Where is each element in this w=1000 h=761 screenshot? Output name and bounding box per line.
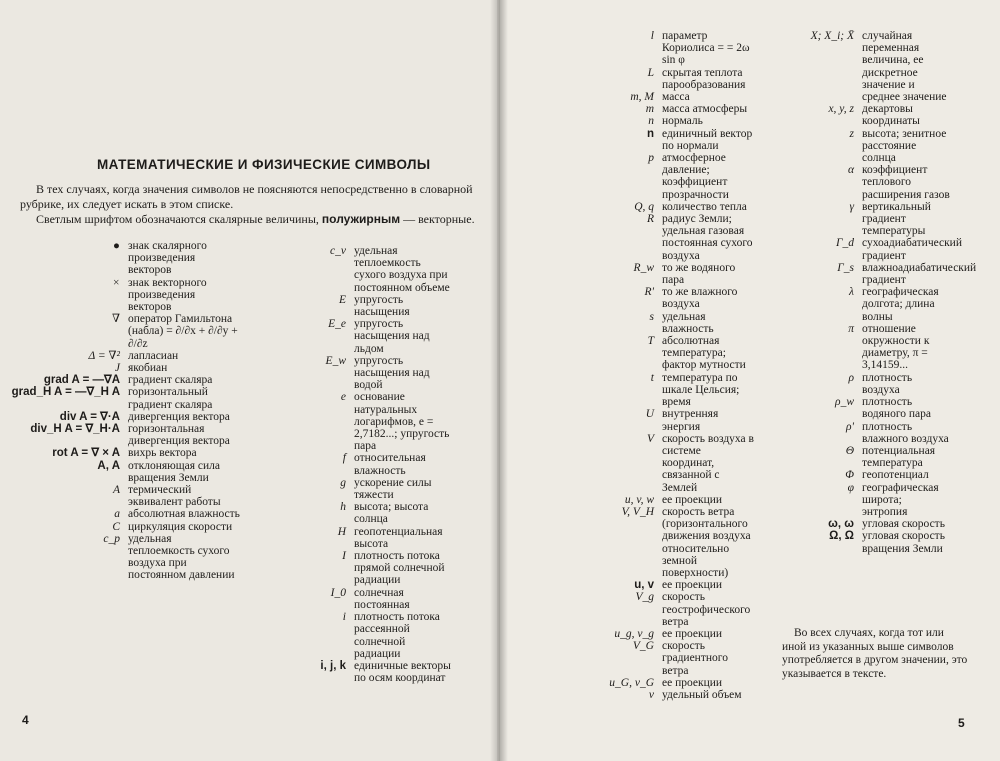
symbol: l	[650, 30, 654, 42]
symbol-entry	[780, 164, 950, 201]
symbol-entry	[500, 640, 754, 677]
symbol-description: упругость насыщения над льдом	[354, 318, 430, 355]
symbol-entry	[270, 587, 454, 611]
symbol: g	[340, 476, 346, 489]
symbol: J	[114, 362, 120, 375]
symbol: A	[112, 484, 120, 497]
symbol-description: удельная теплоемкость сухого воздуха при постоянном давлении	[128, 532, 235, 582]
symbol: e	[340, 391, 346, 404]
symbol-description: то же влажного воздуха	[662, 286, 738, 311]
book-gutter	[490, 0, 508, 761]
symbol-description: абсолютная температура; фактор мутности	[662, 335, 746, 372]
symbol: U	[645, 408, 654, 421]
symbol: u_g, v_g	[614, 627, 654, 640]
symbol-description: атмосферное давление; коэффициент прозрачности	[662, 152, 729, 201]
symbol-entry	[500, 262, 754, 286]
symbol-description: ее проекции	[662, 676, 723, 689]
symbol-description: скорость воздуха в системе координат, связанной с Землей	[662, 432, 754, 494]
symbol-entry	[500, 677, 754, 689]
symbol: π	[848, 322, 854, 335]
symbol: R_w	[633, 261, 654, 274]
symbol-entry	[780, 261, 977, 287]
symbol-description: плотность влажного воздуха	[862, 420, 949, 445]
symbol: C	[112, 520, 120, 533]
symbol-entry	[270, 318, 454, 355]
symbol-entry	[270, 526, 454, 550]
symbol-description: удельная влажность	[662, 310, 714, 335]
symbol-entry	[500, 335, 754, 372]
symbol-entry	[500, 128, 754, 152]
symbol-description: угловая скорость	[862, 518, 945, 531]
intro-text	[20, 182, 480, 227]
symbol-entry	[270, 611, 454, 660]
symbol-entry	[0, 521, 240, 533]
symbol: V_g	[635, 591, 654, 604]
symbol-description: геопотенциальная высота	[354, 525, 443, 550]
symbol-entry	[780, 103, 950, 127]
symbol: A, A	[97, 459, 120, 472]
symbol-entry	[780, 530, 950, 554]
symbol-entry	[0, 374, 240, 386]
symbol: v	[648, 688, 654, 701]
symbol-description: упругость насыщения над водой	[354, 354, 430, 392]
symbol-entry	[500, 506, 754, 579]
symbol-description: знак скалярного произведения векторов	[128, 240, 207, 277]
intro-paragraph-1: В тех случаях, когда значения символов не поясняются непосредственно в словарной рубрике, их следует искать в этом списке.	[20, 182, 473, 211]
symbol-entry	[500, 579, 754, 591]
symbol: rot A = ∇ × A	[52, 447, 120, 460]
symbol-description: нормаль	[662, 115, 703, 128]
symbol: div A = ∇·A	[59, 410, 120, 423]
symbol: m	[645, 103, 654, 116]
symbol-entry	[0, 362, 240, 374]
symbol-entry	[780, 469, 950, 481]
symbol: I	[342, 550, 346, 563]
symbol: m, M	[630, 91, 654, 104]
symbol-description: радиус Земли; удельная газовая постоянная сухого воздуха	[662, 213, 753, 262]
symbol-description: количество тепла	[662, 200, 747, 213]
symbol-description: якобиан	[128, 362, 168, 375]
symbol: p	[648, 152, 654, 165]
symbol: V	[646, 432, 654, 445]
symbol: ×	[112, 276, 120, 289]
symbol-entry	[0, 411, 240, 423]
symbol: u, v, w	[624, 493, 654, 506]
symbol: h	[340, 501, 346, 514]
symbol-description: ускорение силы тяжести	[354, 476, 432, 502]
symbol-entry	[0, 447, 240, 459]
symbol-entry	[780, 372, 950, 396]
symbol-description: удельная теплоемкость сухого воздуха при постоянном объеме	[354, 245, 450, 294]
symbol-description: случайная переменная величина, ее дискретное значение и среднее значение	[862, 30, 947, 104]
symbol: u_G, v_G	[609, 676, 654, 689]
symbol-description: основание натуральных логарифмов, e = 2,7182...; упругость пара	[354, 391, 450, 453]
intro-2b: полужирным	[321, 212, 401, 226]
symbol-entry	[0, 350, 240, 362]
symbol-entry	[0, 484, 240, 508]
symbol-description: влажноадиабатический градиент	[862, 261, 977, 287]
symbol-entry	[0, 460, 240, 484]
symbol: ∇	[111, 313, 120, 326]
symbol-entry	[500, 311, 754, 335]
symbol-description: удельный объем	[662, 688, 742, 701]
symbol-description: масса атмосферы	[662, 103, 748, 116]
symbol-entry	[270, 501, 454, 525]
symbol: grad_H A = —∇_H A	[11, 386, 120, 399]
symbol-description: скорость геострофического ветра	[662, 591, 751, 628]
symbol-description: масса	[662, 91, 690, 104]
symbol: E	[338, 293, 346, 306]
symbol: Θ	[845, 444, 854, 457]
left-page	[0, 0, 497, 761]
symbol-description: оператор Гамильтона (набла) = ∂/∂x + ∂/∂y + ∂/∂z	[128, 313, 238, 350]
symbol-description: угловая скорость вращения Земли	[862, 530, 945, 555]
symbol-description: параметр Кориолиса = = 2ω sin φ	[662, 30, 750, 67]
symbol-description: упругость насыщения	[354, 293, 410, 319]
symbol-entry	[0, 313, 240, 350]
symbol: λ	[849, 286, 854, 299]
symbol: t	[650, 371, 654, 384]
symbol-description: географическая долгота; длина волны	[862, 286, 939, 323]
symbol: I_0	[330, 586, 346, 599]
symbol: i	[342, 611, 346, 624]
page-number-left: 4	[22, 713, 29, 727]
symbol-entry	[500, 213, 754, 262]
symbol: s	[649, 310, 654, 323]
symbol: Q, q	[634, 200, 654, 213]
symbol: Ω, Ω	[829, 530, 854, 543]
symbol: Γ_s	[837, 261, 854, 274]
symbol-description: абсолютная влажность	[128, 508, 240, 521]
symbol: ρ	[848, 371, 854, 384]
symbol-description: отклоняющая сила вращения Земли	[128, 459, 220, 484]
symbol-entry	[780, 482, 950, 519]
symbol-entry	[500, 494, 754, 506]
symbol-description: горизонтальная дивергенция вектора	[128, 423, 230, 448]
page-number-right: 5	[958, 716, 965, 730]
symbol-entry	[0, 277, 240, 314]
symbol: f	[342, 452, 346, 465]
symbol-description: относительная влажность	[354, 452, 426, 477]
symbol-description: внутренняя энергия	[662, 408, 719, 433]
symbol-description: единичный вектор по нормали	[662, 127, 753, 152]
intro-2a: Светлым шрифтом обозначаются скалярные величины,	[36, 212, 322, 226]
symbol-description: градиент скаляра	[128, 374, 213, 387]
symbol-description: знак векторного произведения векторов	[128, 276, 207, 314]
symbol-entry	[780, 445, 950, 469]
symbol: a	[114, 508, 120, 521]
symbol-description: циркуляция скорости	[128, 520, 233, 533]
symbol-entry	[500, 408, 754, 432]
symbol-entry	[780, 323, 950, 372]
symbol: H	[337, 525, 346, 538]
symbol-description: скорость ветра (горизонтального движения воздуха относительно земной поверхности)	[662, 505, 751, 579]
symbol-description: температура по шкале Цельсия; время	[662, 371, 740, 409]
symbol-entry	[500, 115, 754, 127]
symbol-entry	[270, 477, 454, 501]
symbol-entry	[780, 128, 950, 165]
symbol-description: дивергенция вектора	[128, 410, 230, 423]
symbol-entry	[0, 423, 240, 447]
symbol-description: ее проекции	[662, 627, 723, 640]
symbol-entry	[500, 67, 754, 91]
symbol-description: ее проекции	[662, 579, 723, 592]
symbol-entry	[500, 286, 754, 310]
symbol-description: высота; зенитное расстояние солнца	[862, 127, 947, 165]
symbol-description: отношение окружности к диаметру, π = 3,14159...	[862, 322, 930, 372]
symbol: ρ'	[846, 420, 854, 433]
symbol-description: плотность воздуха	[862, 371, 913, 396]
symbol-entry	[500, 152, 754, 201]
symbol-entry	[0, 533, 240, 582]
symbol: ρ_w	[835, 396, 854, 409]
symbol-description: вихрь вектора	[128, 447, 197, 460]
symbol-description: вертикальный градиент температуры	[862, 200, 931, 238]
symbol: Φ	[845, 469, 854, 482]
symbol: L	[647, 66, 654, 79]
symbol-description: плотность потока прямой солнечной радиации	[354, 550, 445, 587]
symbol-description: солнечная постоянная	[354, 586, 410, 611]
symbol: ω, ω	[828, 518, 854, 531]
symbol-entry	[500, 689, 754, 701]
symbol-entry	[780, 518, 950, 530]
symbol-description: сухоадиабатический градиент	[862, 237, 962, 262]
symbol-description: высота; высота солнца	[354, 501, 429, 526]
symbol-entry	[270, 355, 454, 392]
symbol-description: потенциальная температура	[862, 444, 936, 470]
symbol-entry	[500, 201, 754, 213]
symbol: V_G	[632, 640, 654, 653]
symbol-description: горизонтальный градиент скаляра	[128, 386, 213, 411]
symbol: γ	[849, 200, 854, 213]
symbol: ●	[113, 240, 120, 252]
symbol: φ	[847, 481, 854, 494]
symbol-entry	[270, 391, 454, 452]
symbol-entry	[270, 294, 454, 318]
symbol-entry	[500, 433, 754, 494]
symbol-description: декартовы координаты	[862, 103, 920, 128]
symbol-entry	[780, 237, 962, 262]
symbol: α	[847, 164, 854, 177]
symbol: R'	[644, 286, 654, 299]
symbol-entry	[500, 591, 754, 628]
symbol-description: географическая широта; энтропия	[862, 481, 939, 518]
symbol: n	[648, 115, 654, 128]
closing-note	[782, 627, 970, 681]
symbol-description: скорость градиентного ветра	[662, 640, 728, 677]
symbol: z	[849, 127, 854, 140]
symbol-column-1	[0, 240, 240, 582]
closing-text: Во всех случаях, когда тот или иной из указанных выше символов употребляется в другом значении, это указывается в тексте.	[782, 627, 968, 680]
symbol-entry	[0, 508, 240, 520]
symbol-entry	[500, 91, 754, 103]
symbol: E_e	[328, 318, 346, 331]
symbol-description: коэффициент теплового расширения газов	[862, 164, 950, 201]
symbol: Δ = ∇²	[88, 349, 120, 362]
symbol-description: скрытая теплота парообразования	[662, 66, 746, 91]
symbol-entry	[500, 30, 754, 67]
symbol: V, V_H	[621, 505, 654, 518]
symbol-description: ее проекции	[662, 493, 723, 506]
symbol: n	[646, 127, 654, 140]
symbol-column-4	[780, 30, 977, 555]
symbol-entry	[270, 245, 454, 294]
symbol-entry	[270, 660, 454, 684]
symbol: c_v	[330, 245, 346, 257]
page-title: МАТЕМАТИЧЕСКИЕ И ФИЗИЧЕСКИЕ СИМВОЛЫ	[97, 157, 431, 172]
symbol: c_p	[103, 532, 120, 545]
symbol-entry	[0, 240, 240, 277]
symbol: R	[646, 213, 654, 226]
intro-paragraph-2	[20, 212, 480, 227]
symbol-entry	[270, 550, 454, 587]
symbol: E_w	[325, 354, 346, 367]
symbol-description: то же водяного пара	[662, 261, 736, 287]
symbol: T	[647, 335, 654, 348]
symbol-entry	[780, 421, 950, 445]
symbol-description: плотность потока рассеянной солнечной радиации	[354, 611, 440, 660]
symbol: Γ_d	[835, 237, 854, 250]
symbol-column-2	[270, 245, 454, 684]
symbol-description: лапласиан	[128, 349, 179, 362]
symbol-description: единичные векторы по осям координат	[354, 659, 451, 685]
symbol-entry	[0, 386, 240, 410]
symbol-entry	[500, 372, 754, 409]
symbol-entry	[780, 396, 950, 420]
symbol: X; X_i; X̄	[810, 30, 854, 42]
symbol-entry	[500, 628, 754, 640]
symbol-entry	[780, 30, 950, 103]
symbol-entry	[270, 452, 454, 476]
symbol-entry	[780, 201, 950, 238]
symbol: i, j, k	[320, 659, 346, 672]
symbol: div_H A = ∇_H·A	[30, 423, 120, 436]
intro-2c: — векторные.	[400, 212, 475, 226]
symbol-description: термический эквивалент работы	[128, 484, 221, 509]
symbol-entry	[780, 286, 950, 323]
symbol-description: геопотенциал	[862, 469, 929, 482]
symbol-description: плотность водяного пара	[862, 396, 931, 421]
symbol-column-3	[500, 30, 754, 701]
symbol: x, y, z	[828, 103, 854, 116]
symbol: u, v	[634, 579, 654, 592]
symbol: grad A = —∇A	[43, 374, 120, 387]
symbol-entry	[500, 103, 754, 115]
